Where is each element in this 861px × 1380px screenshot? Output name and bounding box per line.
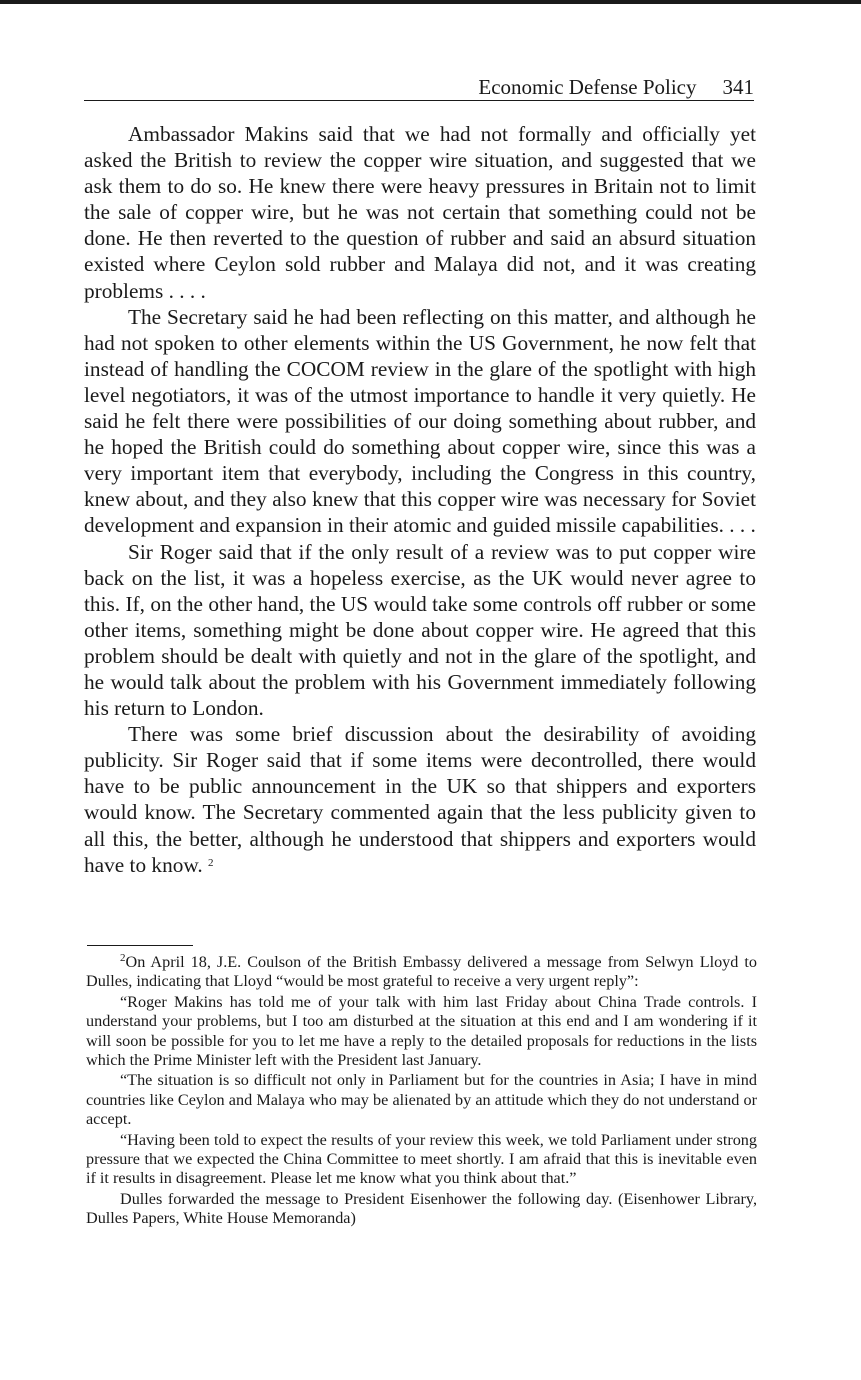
running-head (84, 74, 754, 101)
body-paragraph: Sir Roger said that if the only result of a review was to put copper wire back on the list, it was a hopeless exercise, as the UK would never agree to this. If, on the other hand, the US would take some controls off rubber or some other items, something might be done about copper wire. He agreed that this problem should be dealt with quietly and not in the glare of the spotlight, and he would talk about the problem with his Government immediately following his return to London. (84, 539, 756, 721)
footnote-paragraph: “The situation is so difficult not only in Parliament but for the countries in Asia; I have in mind countries like Ceylon and Malaya who may be alienated by an attitude which they do not understand or accept. (86, 1071, 757, 1129)
footnote-paragraph: “Having been told to expect the results of your review this week, we told Parliament under strong pressure that we expected the China Committee to meet shortly. I am afraid that this is inevitable even if it results in disagreement. Please let me know what you think about that.” (86, 1130, 757, 1188)
body-paragraph-text: There was some brief discussion about the desirability of avoiding publicity. Sir Roger said that if some items were decontrolled, there would have to be public announcement in the UK so that shippers and exporters would know. The Secretary commented again that the less publicity given to all this, the better, although he understood that shippers and exporters would have to know. (84, 722, 756, 877)
footnote-reference: 2 (208, 856, 214, 869)
body-paragraph: The Secretary said he had been reflecting on this matter, and although he had not spoken to other elements within the US Government, he now felt that instead of handling the COCOM review in the glare of the spotlight with high level negotiators, it was of the utmost importance to handle it very quietly. He said he felt there were possibilities of our doing something about rubber, and he hoped the British could do something about copper wire, since this was a very important item that everybody, including the Congress in this country, knew about, and they also knew that this copper wire was necessary for Soviet development and expansion in their atomic and guided missile capabilities. . . . (84, 304, 756, 538)
body-paragraph (84, 721, 756, 878)
running-title: Economic Defense Policy (478, 75, 697, 99)
footnote-paragraph (86, 953, 757, 992)
body-paragraph: Ambassador Makins said that we had not formally and officially yet asked the British to review the copper wire situation, and suggested that we ask them to do so. He knew there were heavy pressures in Britain not to limit the sale of copper wire, but he was not certain that something could not be done. He then reverted to the question of rubber and said an absurd situation existed where Ceylon sold rubber and Malaya did not, and it was creating problems . . . . (84, 122, 756, 303)
page-number: 341 (722, 75, 754, 99)
footnotes (86, 953, 757, 1229)
footnote-rule (87, 945, 193, 946)
footnote-text: On April 18, J.E. Coulson of the British Embassy delivered a message from Selwyn Lloyd to Dulles, indicating that Lloyd “would be most grateful to receive a very urgent reply”: (86, 953, 757, 991)
top-border (0, 0, 861, 4)
footnote-marker: 2 (120, 952, 126, 964)
footnote-paragraph: “Roger Makins has told me of your talk with him last Friday about China Trade controls. I understand your problems, but I too am disturbed at the situation at this end and I am wondering if it will soon be possible for you to let me have a reply to the detailed proposals for reductions in the lists which the Prime Minister left with the President last January. (86, 992, 757, 1070)
footnote-paragraph: Dulles forwarded the message to President Eisenhower the following day. (Eisenhower Library, Dulles Papers, White House Memoranda) (86, 1189, 757, 1228)
main-text (84, 121, 756, 878)
